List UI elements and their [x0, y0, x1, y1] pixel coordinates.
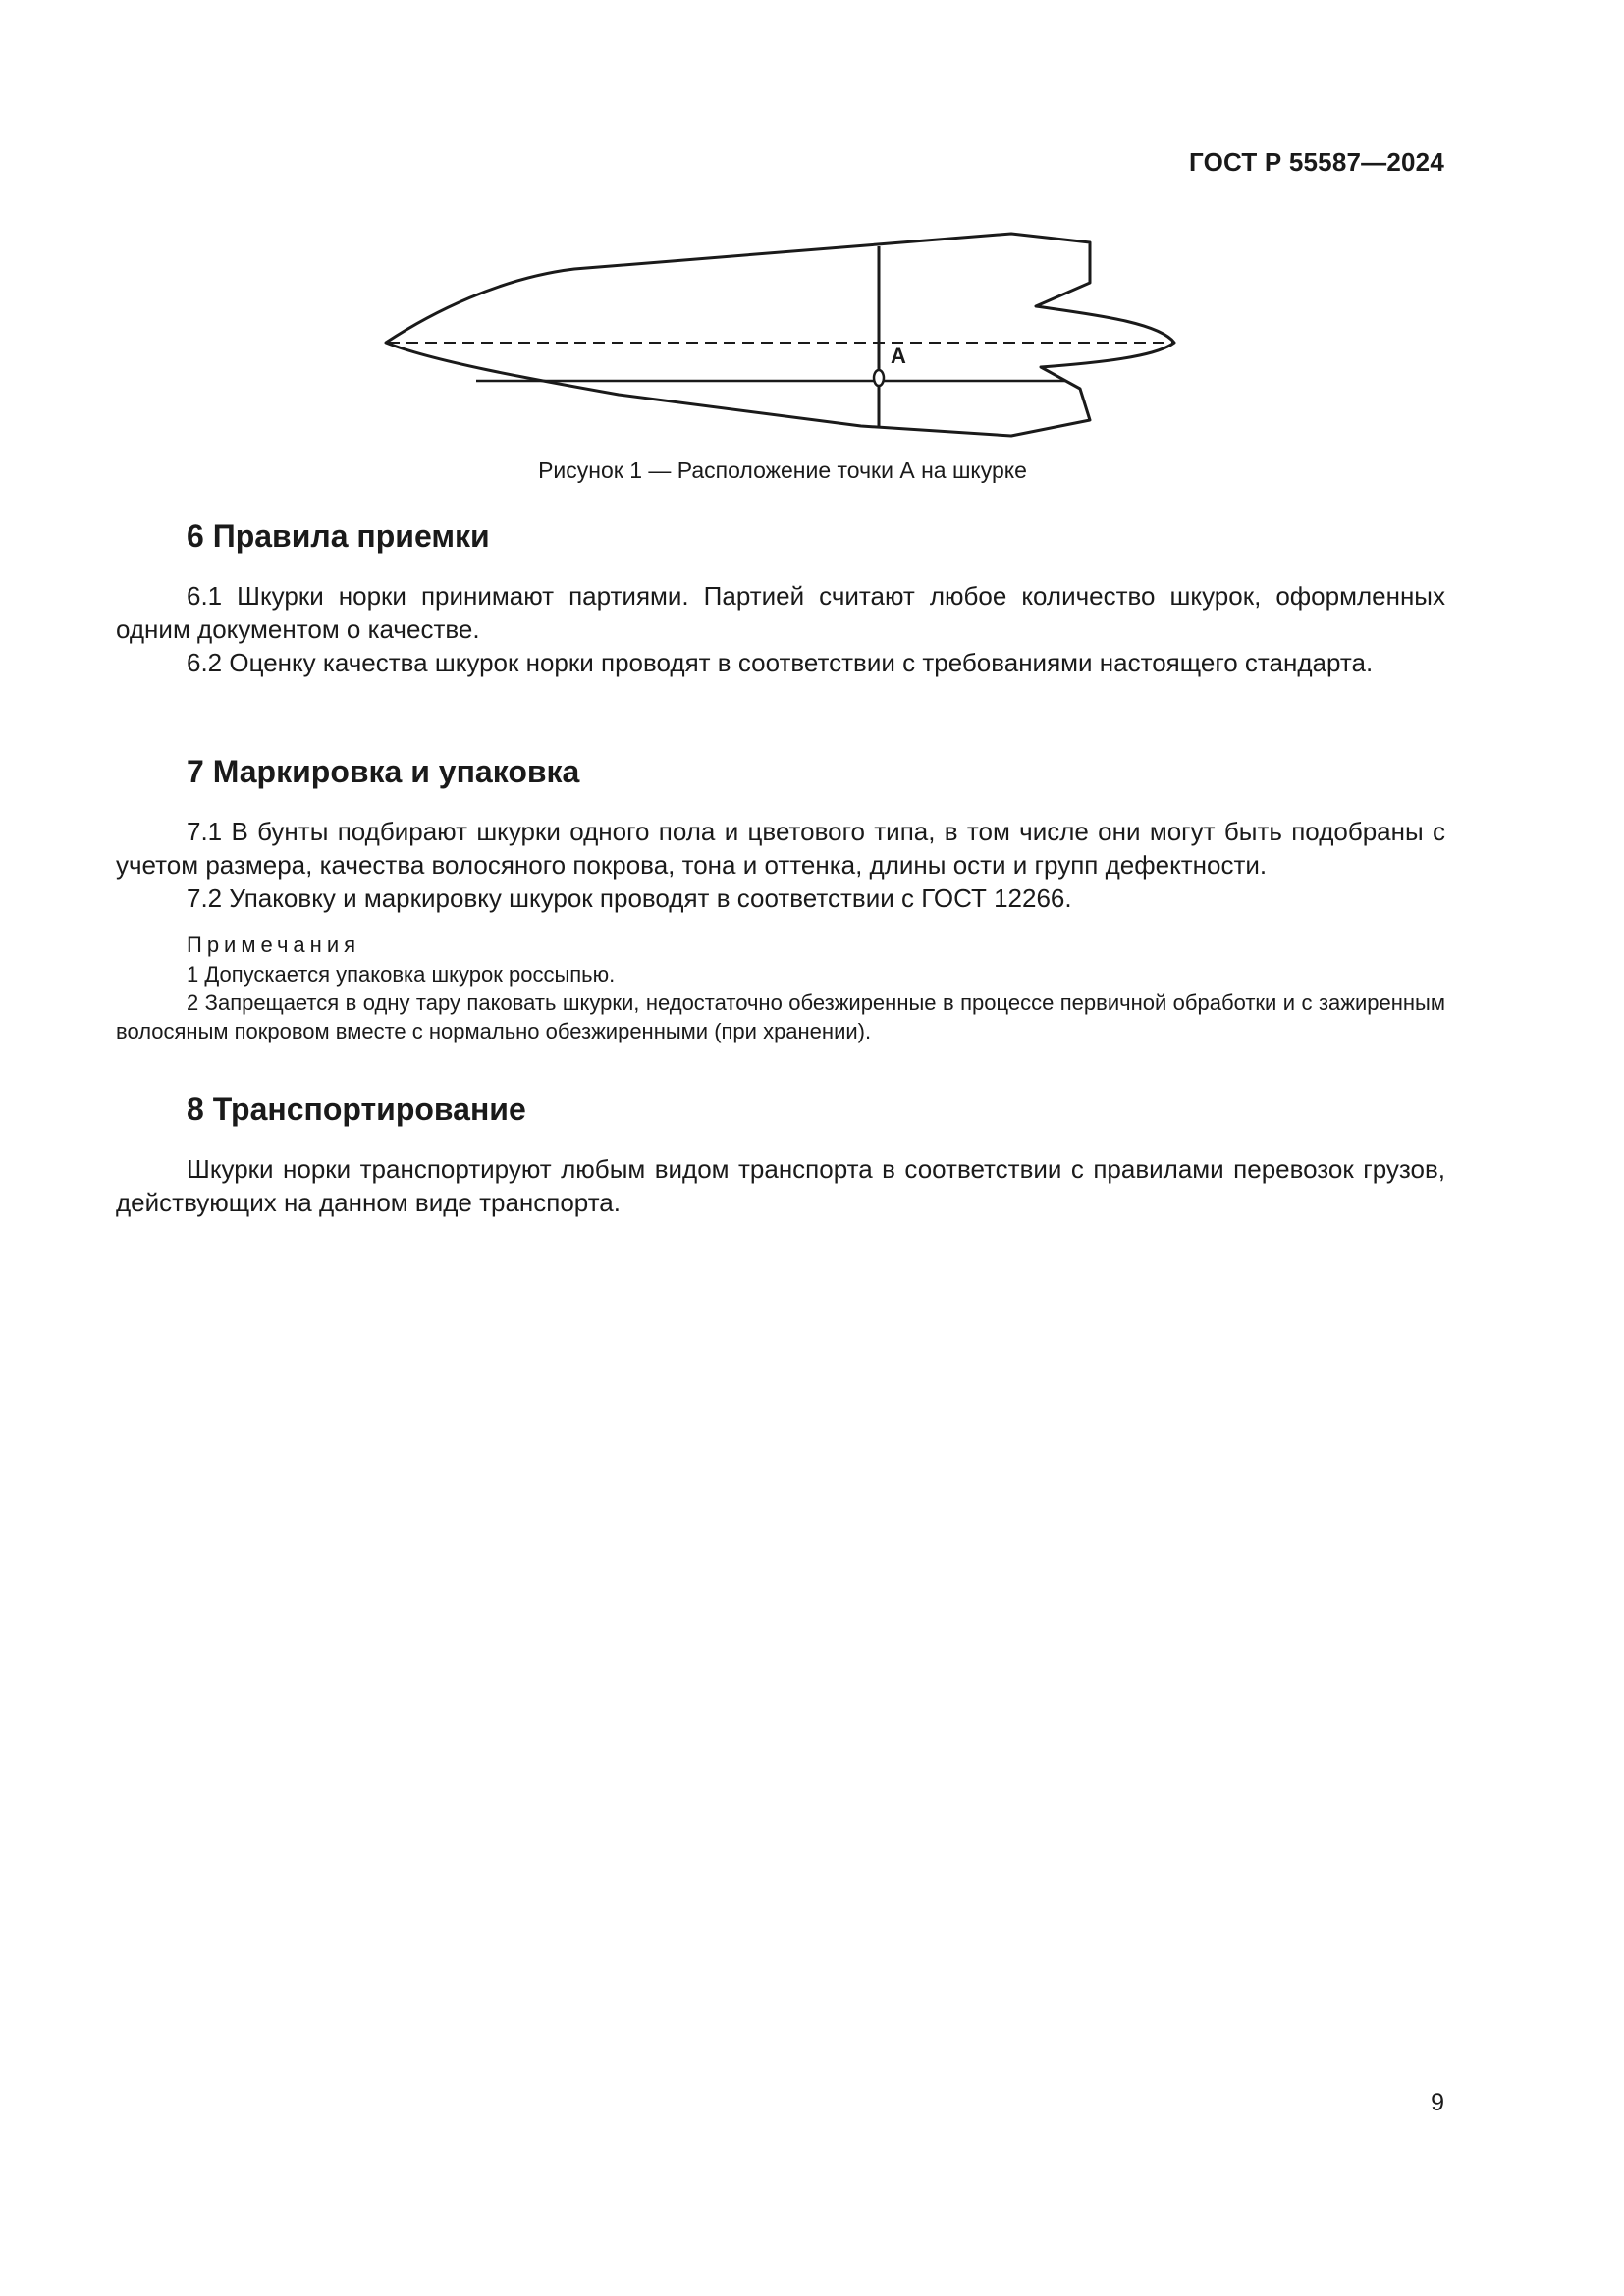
document-code: ГОСТ Р 55587—2024 [1189, 147, 1444, 177]
paragraph-6-2: 6.2 Оценку качества шкурок норки проводят в соответствии с требованиями настоящего стандарта. [187, 648, 1374, 677]
paragraph-7-1: 7.1 В бунты подбирают шкурки одного пола и цветового типа, в том числе они могут быть подобраны с учетом размера, качества волосяного покрова, тона и оттенка, длины ости и групп дефектности. [116, 817, 1445, 880]
paragraph-7-2: 7.2 Упаковку и маркировку шкурок проводят в соответствии с ГОСТ 12266. [187, 883, 1072, 913]
pelt-outline [386, 234, 1174, 436]
point-a-label: А [891, 344, 906, 368]
point-a-marker [874, 370, 884, 386]
paragraph-8: Шкурки норки транспортируют любым видом транспорта в соответствии с правилами перевозок грузов, действующих на данном виде транспорта. [116, 1154, 1445, 1217]
section-6 [116, 510, 1445, 679]
page-number: 9 [1431, 2089, 1444, 2116]
section-7-heading: 7 Маркировка и упаковка [187, 754, 580, 789]
paragraph-6-1: 6.1 Шкурки норки принимают партиями. Партией считают любое количество шкурок, оформленных одним документом о качестве. [116, 581, 1445, 644]
section-6-heading: 6 Правила приемки [187, 518, 490, 554]
note-1: 1 Допускается упаковка шкурок россыпью. [187, 962, 616, 987]
pelt-diagram [373, 224, 1188, 445]
notes-block [116, 931, 1445, 1045]
figure-caption: Рисунок 1 — Расположение точки А на шкурке [538, 457, 1027, 483]
note-2: 2 Запрещается в одну тару паковать шкурки, недостаточно обезжиренные в процессе первичной обработки и с зажиренным волосяным покровом вместе с нормально обезжиренными (при хранении). [116, 990, 1445, 1043]
section-7 [116, 746, 1445, 1045]
notes-title: Примечания [187, 933, 361, 957]
section-8 [116, 1084, 1445, 1219]
section-8-heading: 8 Транспортирование [187, 1092, 526, 1127]
mink-pelt-figure [373, 224, 1188, 445]
